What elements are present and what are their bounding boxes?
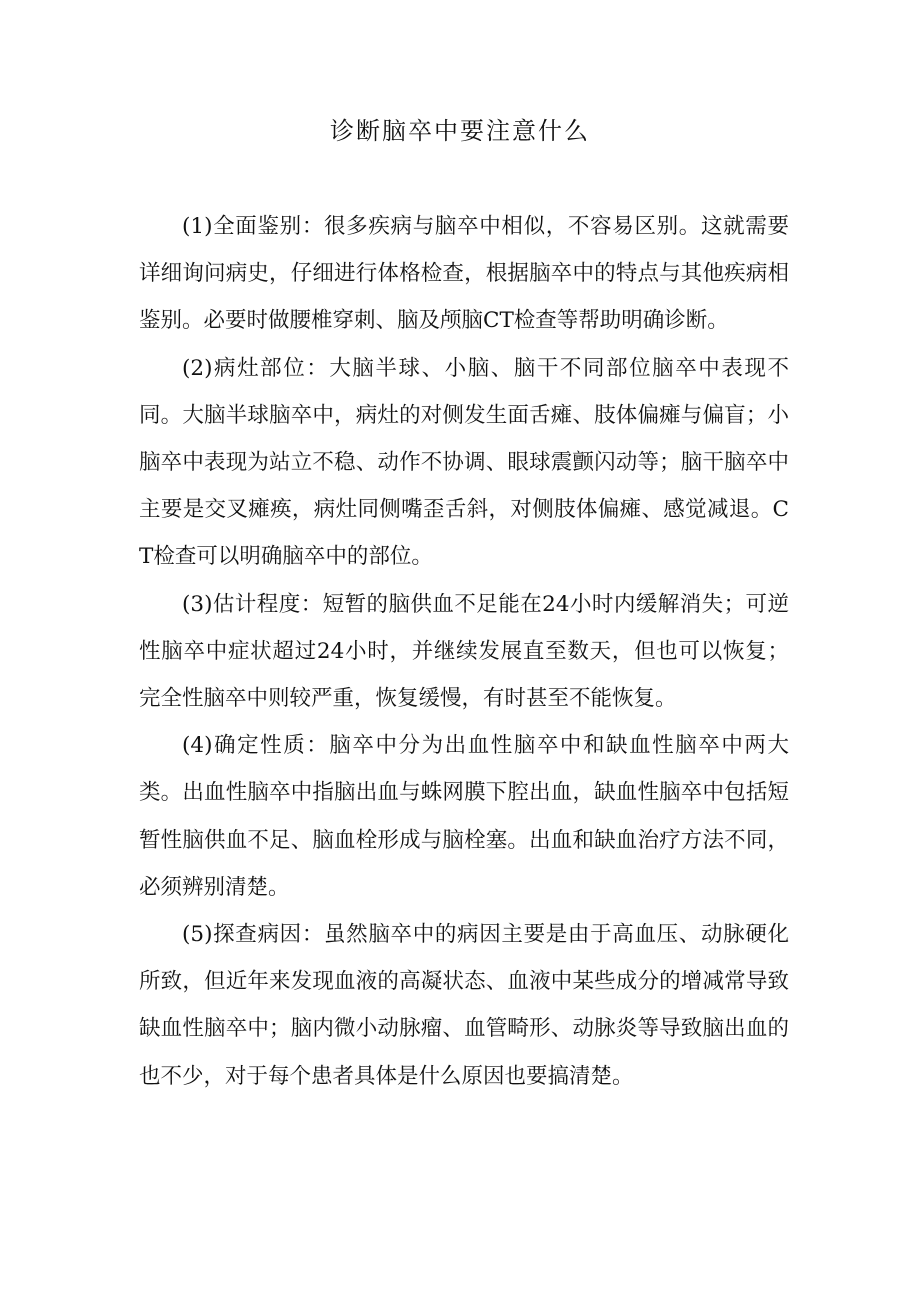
document-title: 诊断脑卒中要注意什么 — [330, 117, 590, 145]
document-body — [139, 203, 789, 1100]
paragraph-cause-investigation: (5)探查病因：虽然脑卒中的病因主要是由于高血压、动脉硬化所致，但近年来发现血液的高凝状态、血液中某些成分的增减常导致缺血性脑卒中；脑内微小动脉瘤、血管畸形、动脉炎等导致脑出血的也不少，对于每个患者具体是什么原因也要搞清楚。 — [139, 922, 789, 1089]
paragraph-lesion-location: (2)病灶部位：大脑半球、小脑、脑干不同部位脑卒中表现不同。大脑半球脑卒中，病灶的对侧发生面舌瘫、肢体偏瘫与偏盲；小脑卒中表现为站立不稳、动作不协调、眼球震颤闪动等；脑干脑卒中主要是交叉瘫痪，病灶同侧嘴歪舌斜，对侧肢体偏瘫、感觉减退。CT检查可以明确脑卒中的部位。 — [139, 355, 789, 570]
paragraph-nature-determination: (4)确定性质：脑卒中分为出血性脑卒中和缺血性脑卒中两大类。出血性脑卒中指脑出血与蛛网膜下腔出血，缺血性脑卒中包括短暂性脑供血不足、脑血栓形成与脑栓塞。出血和缺血治疗方法不同，必须辨别清楚。 — [139, 733, 789, 900]
paragraph-severity-estimation: (3)估计程度：短暂的脑供血不足能在24小时内缓解消失；可逆性脑卒中症状超过24小时，并继续发展直至数天，但也可以恢复；完全性脑卒中则较严重，恢复缓慢，有时甚至不能恢复。 — [139, 591, 789, 712]
paragraph-comprehensive-identification: (1)全面鉴别：很多疾病与脑卒中相似，不容易区别。这就需要详细询问病史，仔细进行体格检查，根据脑卒中的特点与其他疾病相鉴别。必要时做腰椎穿刺、脑及颅脑CT检查等帮助明确诊断。 — [139, 214, 789, 334]
